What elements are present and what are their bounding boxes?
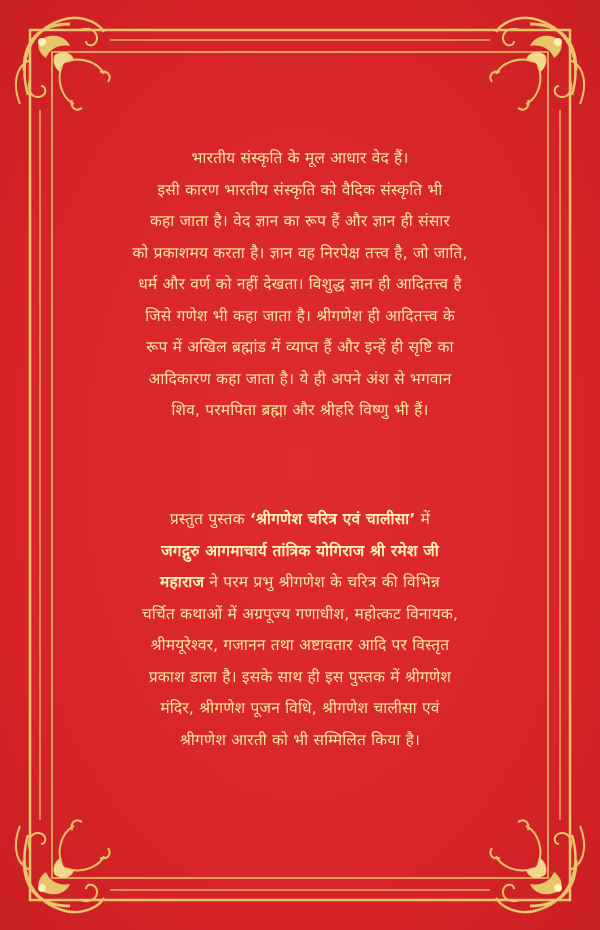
para1-line: भारतीय संस्कृति के मूल आधार वेद हैं।: [191, 149, 409, 167]
para2-line: [70, 504, 530, 536]
para1-line: कहा जाता है। वेद ज्ञान का रूप हैं और ज्ञान ही संसार: [149, 212, 451, 230]
para2-line: श्रीमयूरेश्वर, गजानन तथा अष्टावतार आदि पर विस्तृत: [150, 636, 450, 654]
para1-line: शिव, परमपिता ब्रह्मा और श्रीहरि विष्णु भी हैं।: [171, 401, 429, 419]
para2-line: मंदिर, श्रीगणेश पूजन विधि, श्रीगणेश चालीसा एवं: [160, 699, 440, 717]
para2-line: चर्चित कथाओं में अग्रपूज्य गणाधीश, महोत्कट विनायक,: [141, 604, 459, 623]
para1-line: धर्म और वर्ण को नहीं देखता। विशुद्ध ज्ञान ही आदितत्त्व है: [138, 275, 462, 293]
para2-line: प्रकाश डाला है। इसके साथ ही इस पुस्तक में श्रीगणेश: [148, 667, 452, 686]
author-name: जगद्गुरु आगमाचार्य तांत्रिक योगिराज श्री रमेश जी: [161, 541, 439, 560]
para1-line: जिसे गणेश भी कहा जाता है। श्रीगणेश ही आदितत्त्व के: [145, 306, 455, 325]
author-name-end: महाराज: [160, 573, 205, 591]
text-segment: में: [415, 510, 431, 528]
para1-line: रूप में अखिल ब्रह्मांड में व्याप्त हैं और इन्हें ही सृष्टि का: [146, 338, 454, 356]
para1-line: को प्रकाशमय करता है। ज्ञान वह निरपेक्ष तत्त्व है, जो जाति,: [132, 243, 468, 262]
para1-line: इसी कारण भारतीय संस्कृति को वैदिक संस्कृति भी: [157, 180, 443, 199]
text-segment: ने परम प्रभु श्रीगणेश के चरित्र की विभिन्न: [204, 573, 440, 591]
para2-line: [70, 567, 530, 599]
para2-line: श्रीगणेश आरती को भी सम्मिलित किया है।: [179, 730, 421, 749]
para1-line: आदिकारण कहा जाता है। ये ही अपने अंश से भगवान: [148, 369, 452, 388]
book-description-paragraph: [70, 504, 530, 756]
intro-paragraph: [70, 143, 530, 427]
book-title: ‘श्रीगणेश चरित्र एवं चालीसा’: [249, 510, 416, 528]
text-segment: प्रस्तुत पुस्तक: [169, 510, 250, 528]
